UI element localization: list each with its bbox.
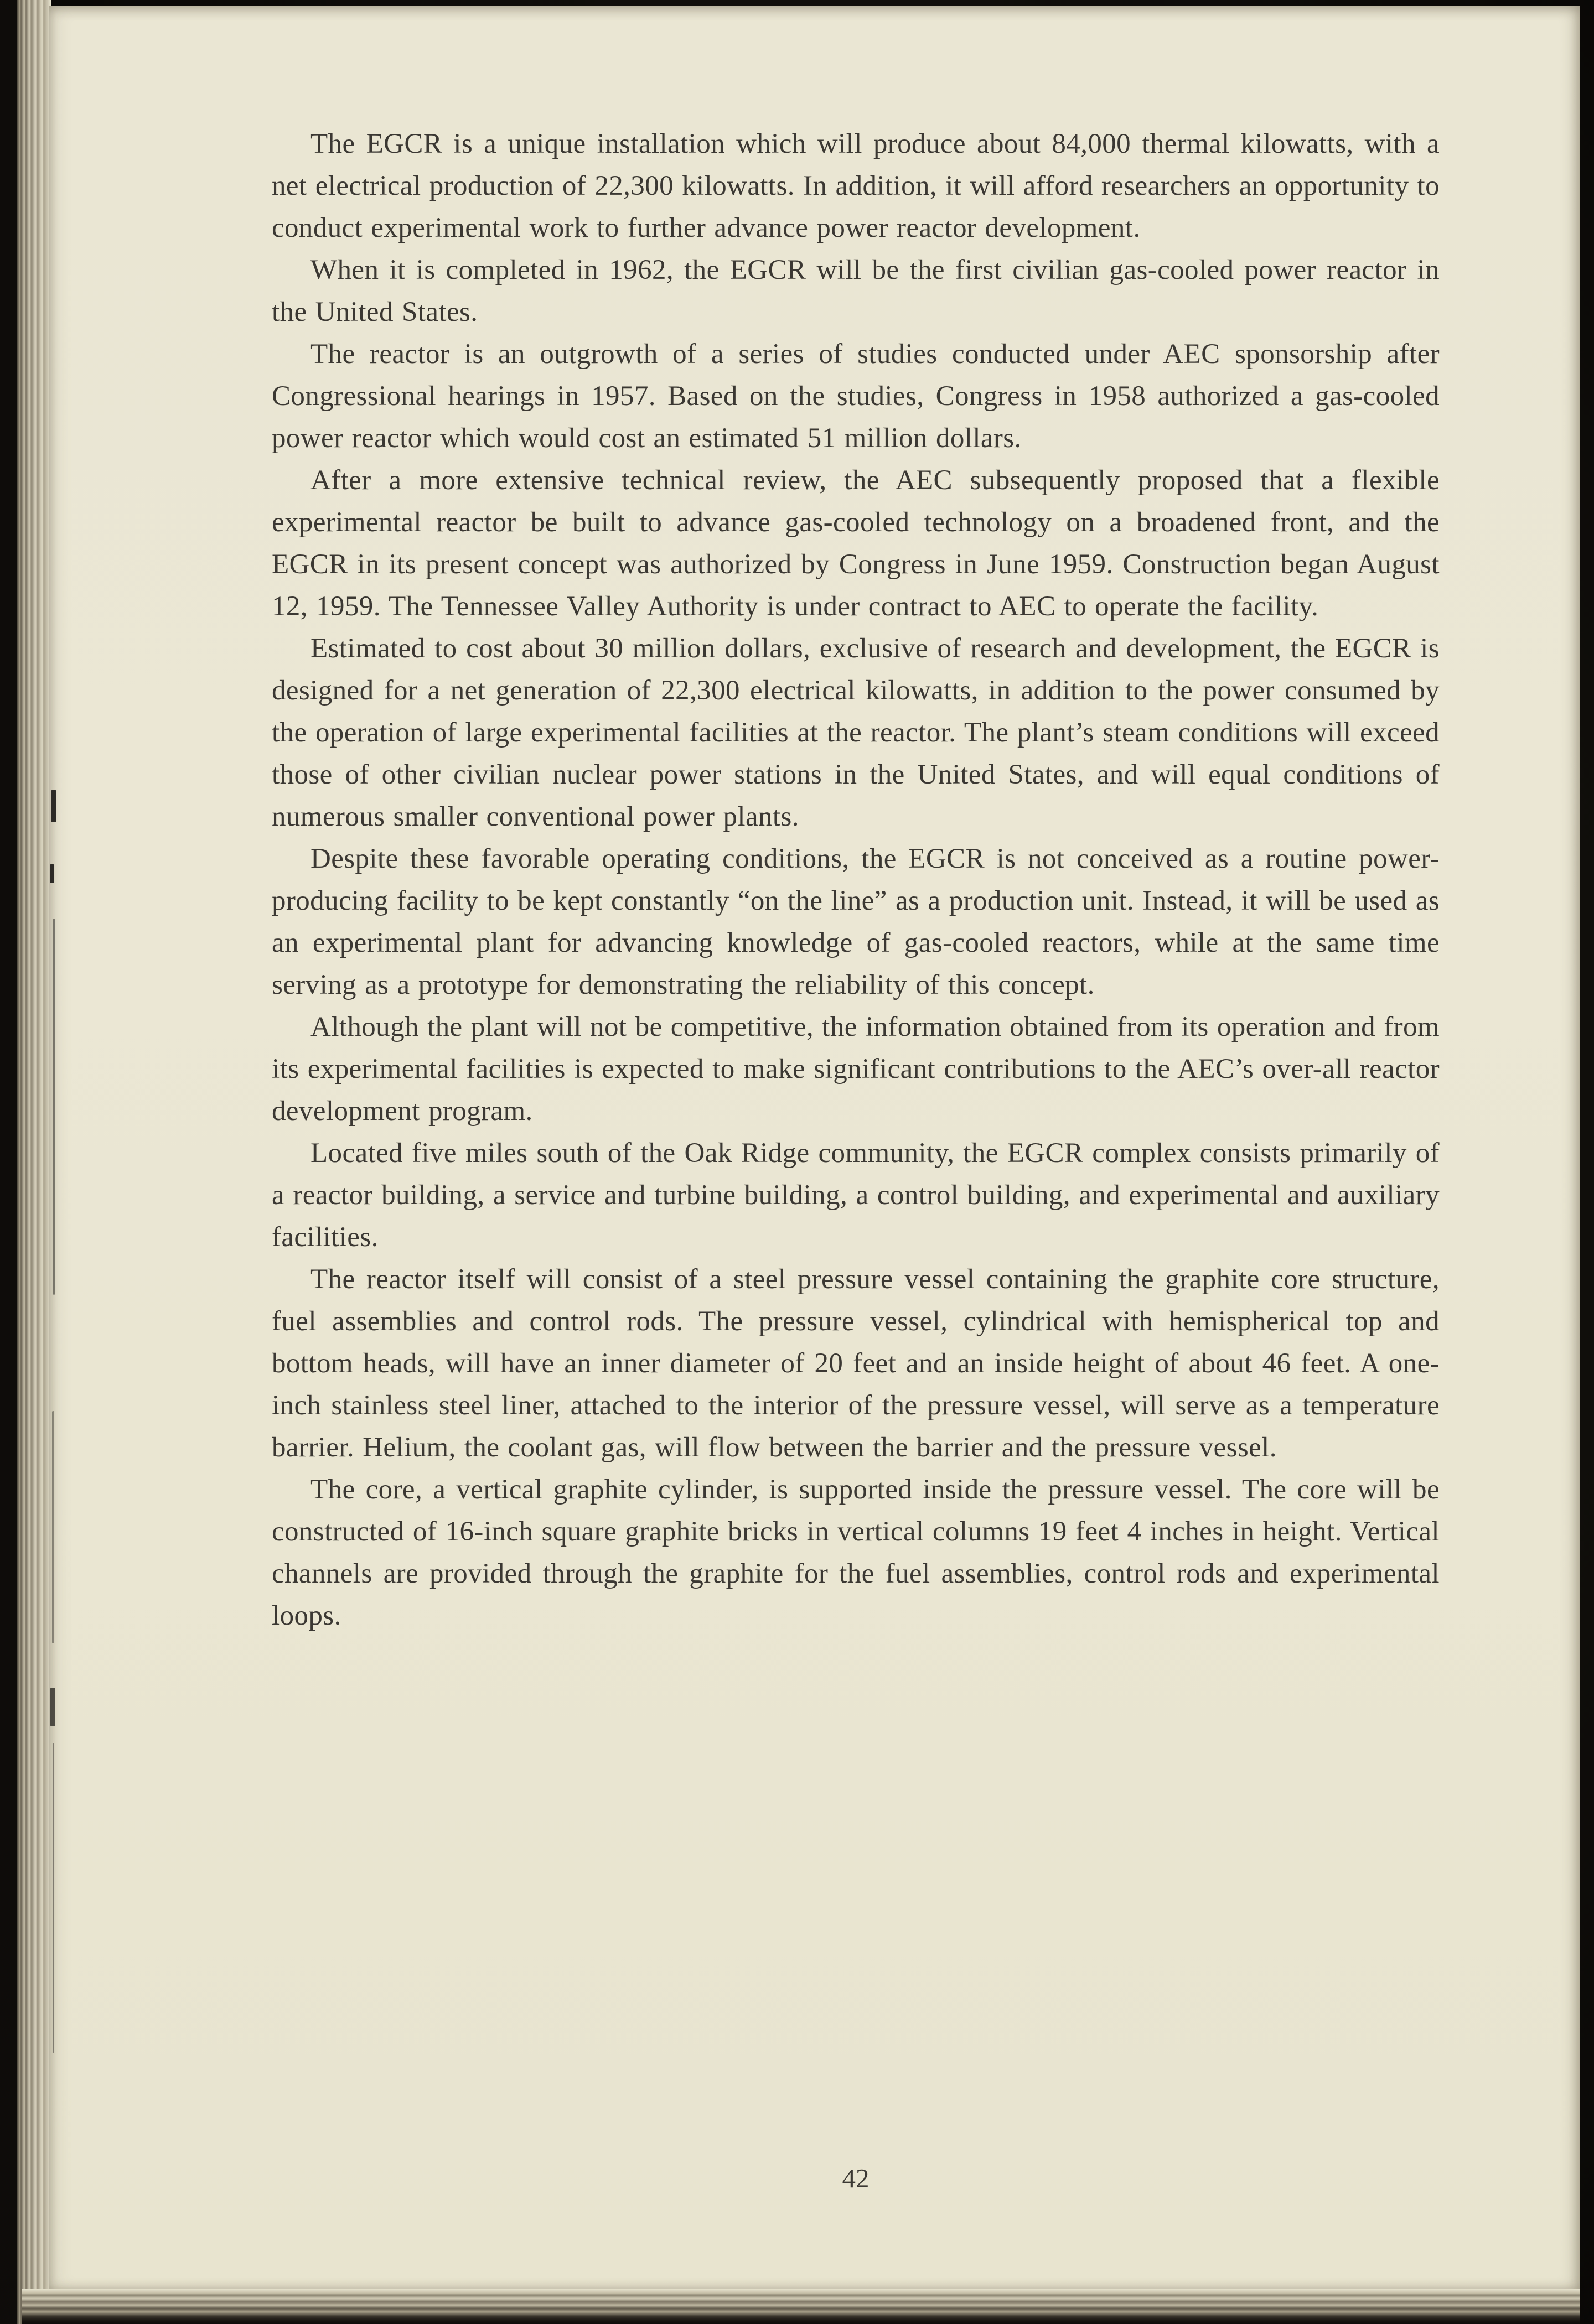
- paragraph: The EGCR is a unique installation which will produce about 84,000 thermal kilowatts, with a net electrical production of 22,300 kilowatts. In addition, it will afford researchers an opportunity to conduct experimental work to further advance power reactor development.: [272, 128, 1440, 243]
- paragraph: The core, a vertical graphite cylinder, is supported inside the pressure vessel. The core will be constructed of 16-inch square graphite bricks in vertical columns 19 feet 4 inches in height. Vertical channels are provided through the graphite for the fuel assemblies, control rods and experimental loops.: [272, 1474, 1440, 1631]
- paragraph: Despite these favorable operating conditions, the EGCR is not conceived as a routine power-producing facility to be kept constantly “on the line” as a production unit. Instead, it will be used as an experimental plant for advancing knowledge of gas-cooled reactors, while at the same time serving as a prototype for demonstrating the reliability of this concept.: [272, 843, 1440, 1000]
- page-number: 42: [842, 2163, 870, 2193]
- paragraph: Located five miles south of the Oak Ridge community, the EGCR complex consists primarily of a reactor building, a service and turbine building, a control building, and experimental and auxiliary facilities.: [272, 1138, 1440, 1253]
- binding-ink-mark: [52, 1411, 54, 1643]
- binding-ink-mark: [53, 1743, 54, 2053]
- book-page-edges-left: [0, 0, 51, 2324]
- binding-ink-mark: [50, 1688, 55, 1726]
- paper-page: [49, 6, 1580, 2292]
- binding-ink-mark: [51, 790, 56, 822]
- paragraph: Although the plant will not be competitive, the information obtained from its operation and from its experimental facilities is expected to make significant contributions to the AEC’s over-all reactor development program.: [272, 1011, 1440, 1127]
- binding-ink-mark: [53, 919, 55, 1295]
- paragraph: Estimated to cost about 30 million dollars, exclusive of research and development, the EGCR is designed for a net generation of 22,300 electrical kilowatts, in addition to the power consumed by the operation of large experimental facilities at the reactor. The plant’s steam conditions will exceed those of other civilian nuclear power stations in the United States, and will equal conditions of numerous smaller conventional power plants.: [272, 633, 1440, 832]
- paragraph: The reactor itself will consist of a steel pressure vessel containing the graphite core structure, fuel assemblies and control rods. The pressure vessel, cylindrical with hemispherical top and bottom heads, will have an inner diameter of 20 feet and an inside height of about 46 feet. A one-inch stainless steel liner, attached to the interior of the pressure vessel, will serve as a temperature barrier. Helium, the coolant gas, will flow between the barrier and the pressure vessel.: [272, 1264, 1440, 1463]
- body-text: [272, 123, 1440, 1637]
- paragraph: When it is completed in 1962, the EGCR will be the first civilian gas-cooled power reactor in the United States.: [272, 255, 1440, 328]
- paragraph: The reactor is an outgrowth of a series of studies conducted under AEC sponsorship after Congressional hearings in 1957. Based on the studies, Congress in 1958 authorized a gas-cooled power reactor which would cost an estimated 51 million dollars.: [272, 339, 1440, 454]
- binding-ink-mark: [50, 864, 54, 883]
- paragraph: After a more extensive technical review, the AEC subsequently proposed that a flexible experimental reactor be built to advance gas-cooled technology on a broadened front, and the EGCR in its present concept was authorized by Congress in June 1959. Construction began August 12, 1959. The Tennessee Valley Authority is under contract to AEC to operate the facility.: [272, 465, 1440, 622]
- book-page-edges-bottom: [22, 2289, 1580, 2324]
